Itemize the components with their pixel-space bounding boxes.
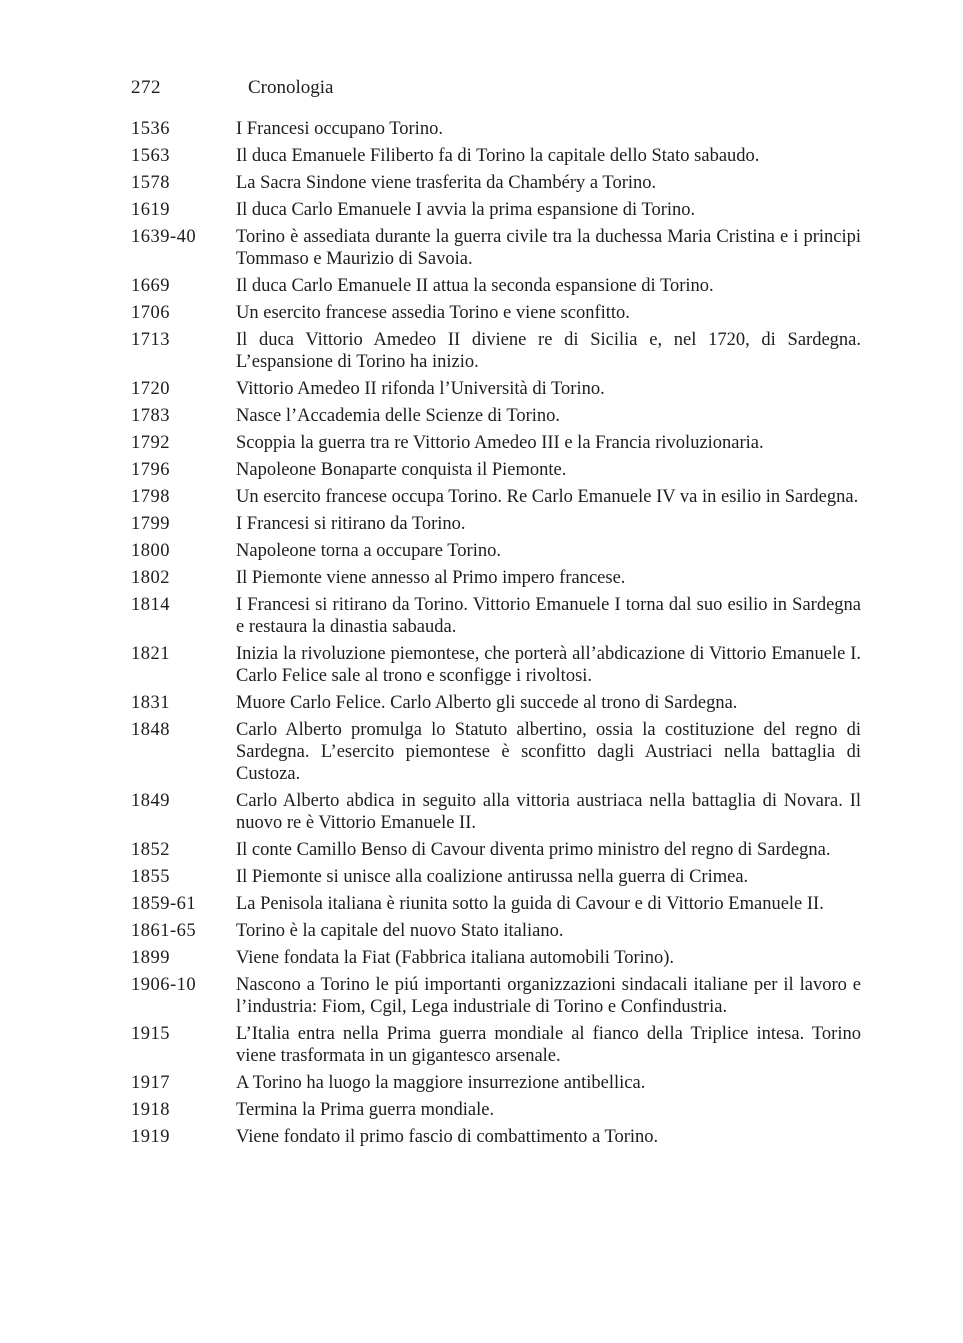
chronology-entry [131,692,861,714]
entry-text: Nascono a Torino le piú importanti organizzazioni sindacali italiane per il lavoro e l’industria: Fiom, Cgil, Lega industriale di Torino e Confindustria. [236,975,861,1017]
chronology-entry [131,329,861,373]
chronology-entry [131,719,861,785]
entry-year: 1639-40 [131,227,197,247]
entry-year: 1919 [131,1127,170,1147]
chronology-entry [131,643,861,687]
entry-year: 1814 [131,595,170,615]
entry-text: A Torino ha luogo la maggiore insurrezione antibellica. [236,1073,646,1093]
entry-year: 1906-10 [131,975,197,995]
chronology-entry [131,199,861,221]
running-title: Cronologia [248,77,334,98]
entry-year: 1713 [131,330,170,350]
entry-year: 1821 [131,644,170,664]
entry-text: Scoppia la guerra tra re Vittorio Amedeo III e la Francia rivoluzionaria. [236,433,764,453]
entry-text: Vittorio Amedeo II rifonda l’Università di Torino. [236,379,605,399]
entry-text: Il duca Carlo Emanuele I avvia la prima espansione di Torino. [236,200,696,220]
chronology-entry [131,1072,861,1094]
chronology-entry [131,974,861,1018]
entry-text: Il conte Camillo Benso di Cavour diventa primo ministro del regno di Sardegna. [236,840,831,860]
chronology-entry [131,790,861,834]
entry-year: 1852 [131,840,170,860]
entry-year: 1849 [131,791,170,811]
chronology-entry [131,1023,861,1067]
entry-year: 1578 [131,173,170,193]
entry-year: 1831 [131,693,170,713]
chronology-entry [131,405,861,427]
entry-text: Torino è la capitale del nuovo Stato italiano. [236,921,564,941]
entry-year: 1848 [131,720,170,740]
entry-year: 1563 [131,146,170,166]
entry-text: Viene fondata la Fiat (Fabbrica italiana automobili Torino). [236,948,675,968]
page-header [131,76,871,100]
entry-year: 1800 [131,541,170,561]
chronology-entry [131,459,861,481]
page-number: 272 [131,77,161,98]
entry-text: I Francesi si ritirano da Torino. Vittorio Emanuele I torna dal suo esilio in Sardegna e restaura la dinastia sabauda. [236,595,861,637]
entry-text: Termina la Prima guerra mondiale. [236,1100,495,1120]
chronology-entry [131,275,861,297]
entry-year: 1799 [131,514,170,534]
entry-text: Il Piemonte si unisce alla coalizione antirussa nella guerra di Crimea. [236,867,749,887]
chronology-list [131,118,861,1153]
entry-text: Viene fondato il primo fascio di combattimento a Torino. [236,1127,659,1147]
entry-year: 1720 [131,379,170,399]
chronology-entry [131,486,861,508]
entry-text: Il Piemonte viene annesso al Primo impero francese. [236,568,626,588]
chronology-entry [131,302,861,324]
entry-year: 1859-61 [131,894,197,914]
chronology-entry [131,947,861,969]
chronology-entry [131,118,861,140]
entry-text: Carlo Alberto abdica in seguito alla vittoria austriaca nella battaglia di Novara. Il nuovo re è Vittorio Emanuele II. [236,791,861,833]
entry-year: 1918 [131,1100,170,1120]
entry-year: 1669 [131,276,170,296]
entry-text: Muore Carlo Felice. Carlo Alberto gli succede al trono di Sardegna. [236,693,738,713]
chronology-entry [131,1126,861,1148]
entry-year: 1899 [131,948,170,968]
entry-year: 1796 [131,460,170,480]
entry-text: Nasce l’Accademia delle Scienze di Torino. [236,406,561,426]
entry-year: 1798 [131,487,170,507]
entry-text: Torino è assediata durante la guerra civile tra la duchessa Maria Cristina e i principi Tommaso e Maurizio di Savoia. [236,227,861,269]
chronology-entry [131,866,861,888]
entry-year: 1792 [131,433,170,453]
chronology-entry [131,145,861,167]
entry-year: 1861-65 [131,921,197,941]
entry-text: Napoleone Bonaparte conquista il Piemonte. [236,460,567,480]
entry-year: 1706 [131,303,170,323]
entry-year: 1915 [131,1024,170,1044]
entry-text: La Penisola italiana è riunita sotto la guida di Cavour e di Vittorio Emanuele II. [236,894,824,914]
entry-text: Carlo Alberto promulga lo Statuto albertino, ossia la costituzione del regno di Sardegna. L’esercito piemontese è sconfitto dagli Austriaci nella battaglia di Custoza. [236,720,861,784]
entry-text: Un esercito francese assedia Torino e viene sconfitto. [236,303,630,323]
chronology-entry [131,567,861,589]
chronology-entry [131,920,861,942]
chronology-entry [131,1099,861,1121]
entry-text: La Sacra Sindone viene trasferita da Chambéry a Torino. [236,173,657,193]
entry-text: I Francesi occupano Torino. [236,119,443,139]
chronology-entry [131,378,861,400]
entry-text: Il duca Emanuele Filiberto fa di Torino la capitale dello Stato sabaudo. [236,146,760,166]
entry-text: Il duca Vittorio Amedeo II diviene re di Sicilia e, nel 1720, di Sardegna. L’espansione di Torino ha inizio. [236,330,861,372]
chronology-entry [131,172,861,194]
chronology-entry [131,540,861,562]
entry-year: 1917 [131,1073,170,1093]
entry-text: I Francesi si ritirano da Torino. [236,514,466,534]
chronology-entry [131,226,861,270]
entry-year: 1536 [131,119,170,139]
entry-text: Un esercito francese occupa Torino. Re Carlo Emanuele IV va in esilio in Sardegna. [236,487,859,507]
entry-year: 1783 [131,406,170,426]
chronology-entry [131,432,861,454]
entry-text: Napoleone torna a occupare Torino. [236,541,501,561]
entry-year: 1619 [131,200,170,220]
chronology-entry [131,594,861,638]
entry-text: L’Italia entra nella Prima guerra mondiale al fianco della Triplice intesa. Torino viene trasformata in un gigantesco arsenale. [236,1024,861,1066]
chronology-entry [131,513,861,535]
entry-year: 1855 [131,867,170,887]
entry-text: Inizia la rivoluzione piemontese, che porterà all’abdicazione di Vittorio Emanuele I. Carlo Felice sale al trono e sconfigge i rivoltosi. [236,644,861,686]
entry-text: Il duca Carlo Emanuele II attua la seconda espansione di Torino. [236,276,714,296]
entry-year: 1802 [131,568,170,588]
chronology-entry [131,839,861,861]
chronology-entry [131,893,861,915]
